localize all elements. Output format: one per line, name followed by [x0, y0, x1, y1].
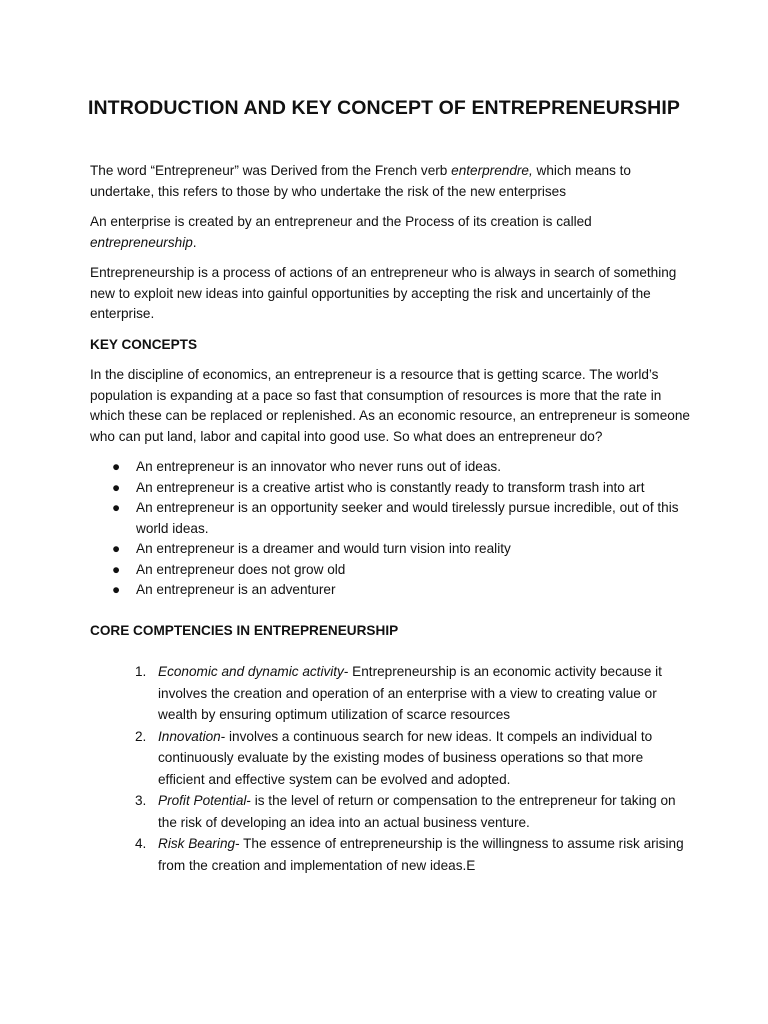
list-item — [90, 478, 690, 499]
intro-p1-italic-word: enterprendre, — [451, 163, 533, 178]
bullet-text: An entrepreneur does not grow old — [136, 561, 346, 577]
item-term: Innovation — [158, 728, 221, 744]
key-concepts-paragraph: In the discipline of economics, an entrepreneur is a resource that is getting scarce. The world’s population is expanding at a pace so fast that consumption of resources is more that the rate in which these can be replaced or replenished. As an economic resource, an entrepreneur is someone who can put land, labor and capital into good use. So what does an entrepreneur do? — [90, 367, 690, 444]
intro-p2-text-b: . — [192, 234, 197, 250]
list-item — [90, 457, 690, 478]
item-text: - Entrepreneurship is an economic activity because it involves the creation and operation of an enterprise with a view to creating value or wealth by ensuring optimum utilization of scarce resources — [158, 664, 662, 722]
list-item — [90, 539, 690, 560]
key-concepts-heading: KEY CONCEPTS — [90, 336, 198, 352]
document-body — [90, 161, 690, 876]
bullet-dot-icon: ● — [112, 479, 121, 495]
bullet-dot-icon: ● — [112, 561, 121, 577]
list-item — [90, 498, 690, 539]
item-text: - is the level of return or compensation to the entrepreneur for taking on the risk of developing an idea into an actual business venture. — [158, 793, 676, 830]
bullet-text: An entrepreneur is a creative artist who is constantly ready to transform trash into art — [136, 479, 645, 495]
core-competencies-list — [90, 661, 690, 876]
item-text: - The essence of entrepreneurship is the willingness to assume risk arising from the creation and implementation of new ideas.E — [158, 836, 684, 873]
item-number: 2. — [135, 728, 147, 744]
item-number: 1. — [135, 664, 147, 679]
item-term: Profit Potential — [158, 793, 247, 808]
list-item — [90, 661, 690, 726]
bullet-text: An entrepreneur is a dreamer and would turn vision into reality — [136, 541, 511, 556]
intro-paragraph-3: Entrepreneurship is a process of actions of an entrepreneur who is always in search of something new to exploit new ideas into gainful opportunities by accepting the risk and uncertainly of the enterprise. — [90, 265, 677, 321]
intro-p2-italic-word: entrepreneurship — [90, 234, 193, 250]
list-item — [90, 726, 690, 791]
intro-paragraph-2 — [90, 212, 690, 253]
bullet-dot-icon: ● — [112, 541, 121, 556]
core-competencies-heading: CORE COMPTENCIES IN ENTREPRENEURSHIP — [90, 622, 399, 638]
list-item — [90, 790, 690, 833]
item-term: Economic and dynamic activity — [158, 664, 344, 679]
intro-p1-text-a: The word “Entrepreneur” was Derived from the French verb — [90, 163, 452, 178]
bullet-text: An entrepreneur is an innovator who never runs out of ideas. — [136, 459, 501, 474]
list-item — [90, 560, 690, 581]
bullet-text: An entrepreneur is an adventurer — [136, 582, 336, 597]
item-term: Risk Bearing — [158, 836, 236, 851]
document-title: INTRODUCTION AND KEY CONCEPT OF ENTREPRENEURSHIP — [87, 97, 680, 119]
list-item — [90, 580, 690, 601]
item-number: 3. — [135, 793, 147, 808]
item-text: - involves a continuous search for new ideas. It compels an individual to continuously evaluate by the existing modes of business operations so that more efficient and effective system can be evolved and adopted. — [158, 728, 653, 787]
intro-paragraph-1 — [90, 161, 690, 202]
item-number: 4. — [135, 836, 147, 851]
intro-p1-text-b: which means to undertake, this refers to those by who undertake the risk of the new enterprises — [90, 163, 631, 199]
intro-p2-text-a: An enterprise is created by an entrepreneur and the Process of its creation is called — [90, 214, 592, 229]
bullet-dot-icon: ● — [112, 459, 121, 474]
bullet-dot-icon: ● — [112, 500, 121, 515]
list-item — [90, 833, 690, 876]
bullet-dot-icon: ● — [112, 582, 121, 597]
bullet-text: An entrepreneur is an opportunity seeker and would tirelessly pursue incredible, out of this world ideas. — [136, 500, 679, 536]
key-concepts-bullet-list — [90, 457, 690, 601]
